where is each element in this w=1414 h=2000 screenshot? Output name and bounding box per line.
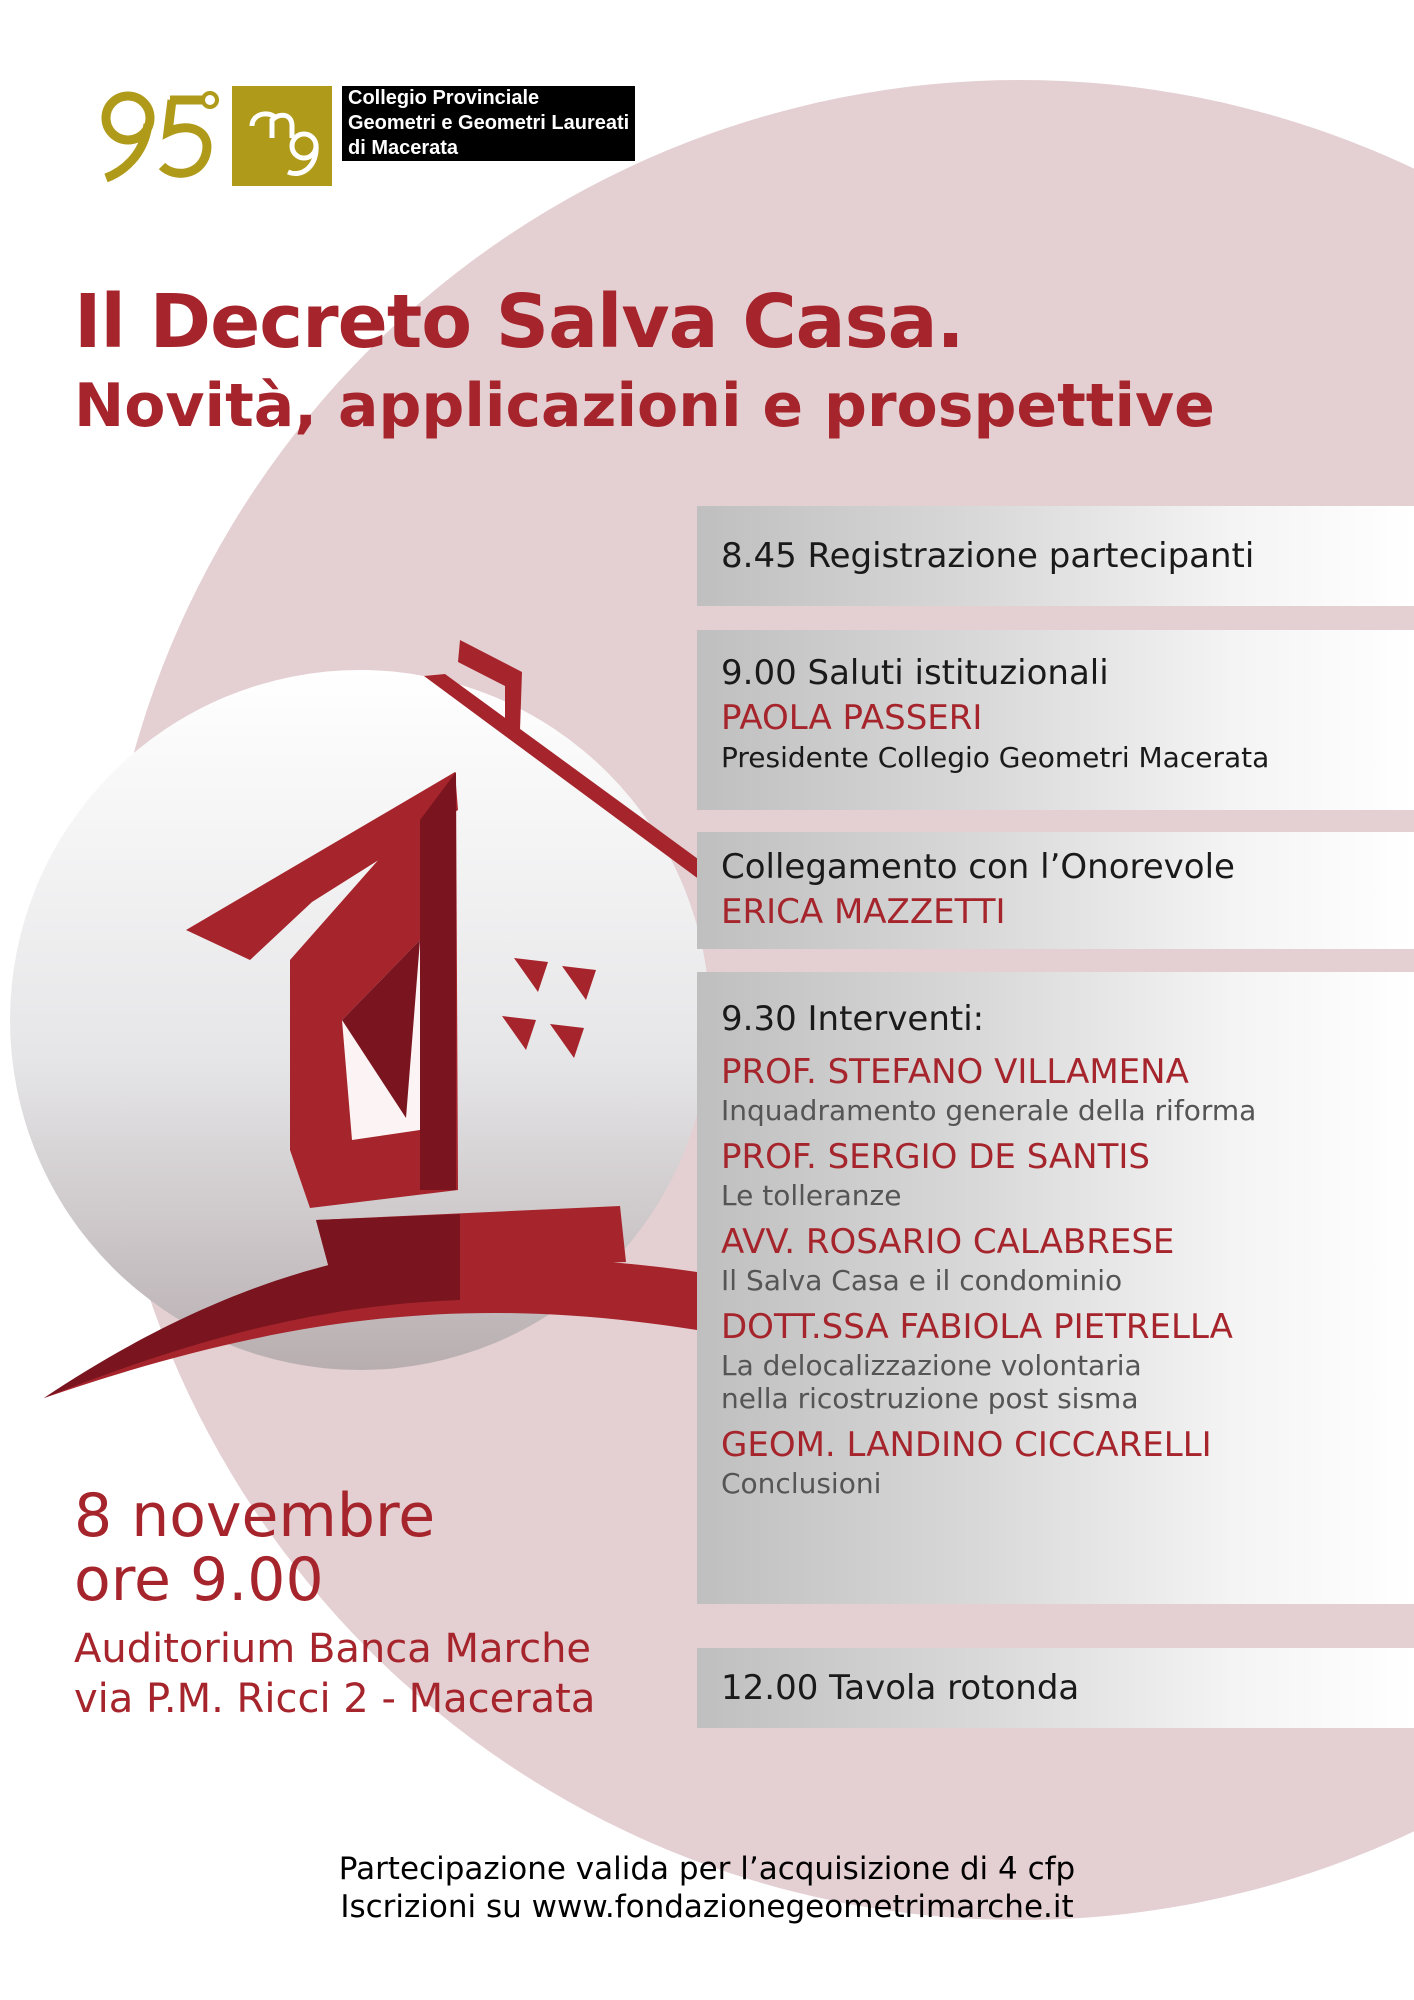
talk-item [721,1423,1414,1500]
event-time: ore 9.00 [74,1545,324,1615]
connection-speaker: ERICA MAZZETTI [721,892,1006,932]
footer-credits: Partecipazione valida per l’acquisizione di 4 cfp [338,1851,1076,1887]
organization-name [342,86,635,161]
footer [0,1850,1414,1926]
event-date: 8 novembre [74,1481,436,1551]
talk-item [721,1050,1414,1127]
schedule-registration [697,506,1414,606]
org-line-3: di Macerata [348,137,459,159]
greetings-heading: 9.00 Saluti istituzionali [721,653,1109,693]
talk-topic: nella ricostruzione post sisma [721,1382,1139,1415]
greetings-role: Presidente Collegio Geometri Macerata [721,741,1270,774]
schedule-talks [697,972,1414,1604]
event-venue [74,1624,595,1724]
org-line-2: Geometri e Geometri Laureati [348,112,630,134]
schedule-greetings [697,630,1414,810]
org-line-1: Collegio Provinciale [348,87,540,109]
footer-registration-link[interactable]: Iscrizioni su www.fondazionegeometrimarche.it [340,1889,1074,1925]
page-title: Il Decreto Salva Casa. [74,279,964,365]
talk-speaker: GEOM. LANDINO CICCARELLI [721,1425,1212,1465]
event-datetime [74,1481,436,1615]
round-table-text: 12.00 Tavola rotonda [721,1668,1080,1708]
talk-topic: Le tolleranze [721,1179,902,1212]
talk-item [721,1220,1414,1297]
talk-topic: Il Salva Casa e il condominio [721,1264,1123,1297]
talk-speaker: DOTT.SSA FABIOLA PIETRELLA [721,1307,1233,1347]
registration-text: 8.45 Registrazione partecipanti [721,536,1255,576]
talk-topic: Inquadramento generale della riforma [721,1094,1257,1127]
talk-item [721,1135,1414,1212]
talk-topic: La delocalizzazione volontaria [721,1349,1142,1382]
schedule-connection [697,832,1414,949]
connection-heading: Collegamento con l’Onorevole [721,847,1235,887]
header-logo [100,86,630,190]
talks-heading: 9.30 Interventi: [721,999,985,1039]
venue-address: via P.M. Ricci 2 - Macerata [74,1676,596,1722]
page-subtitle: Novità, applicazioni e prospettive [74,371,1215,441]
talk-speaker: PROF. SERGIO DE SANTIS [721,1137,1150,1177]
talk-topic: Conclusioni [721,1467,882,1500]
talk-speaker: AVV. ROSARIO CALABRESE [721,1222,1175,1262]
cng-monogram-logo [232,86,332,186]
greetings-speaker: PAOLA PASSERI [721,698,983,738]
venue-name: Auditorium Banca Marche [74,1626,592,1672]
talk-speaker: PROF. STEFANO VILLAMENA [721,1052,1189,1092]
talk-item [721,1305,1414,1415]
anniversary-95-logo [100,86,224,186]
schedule-round-table [697,1648,1414,1728]
